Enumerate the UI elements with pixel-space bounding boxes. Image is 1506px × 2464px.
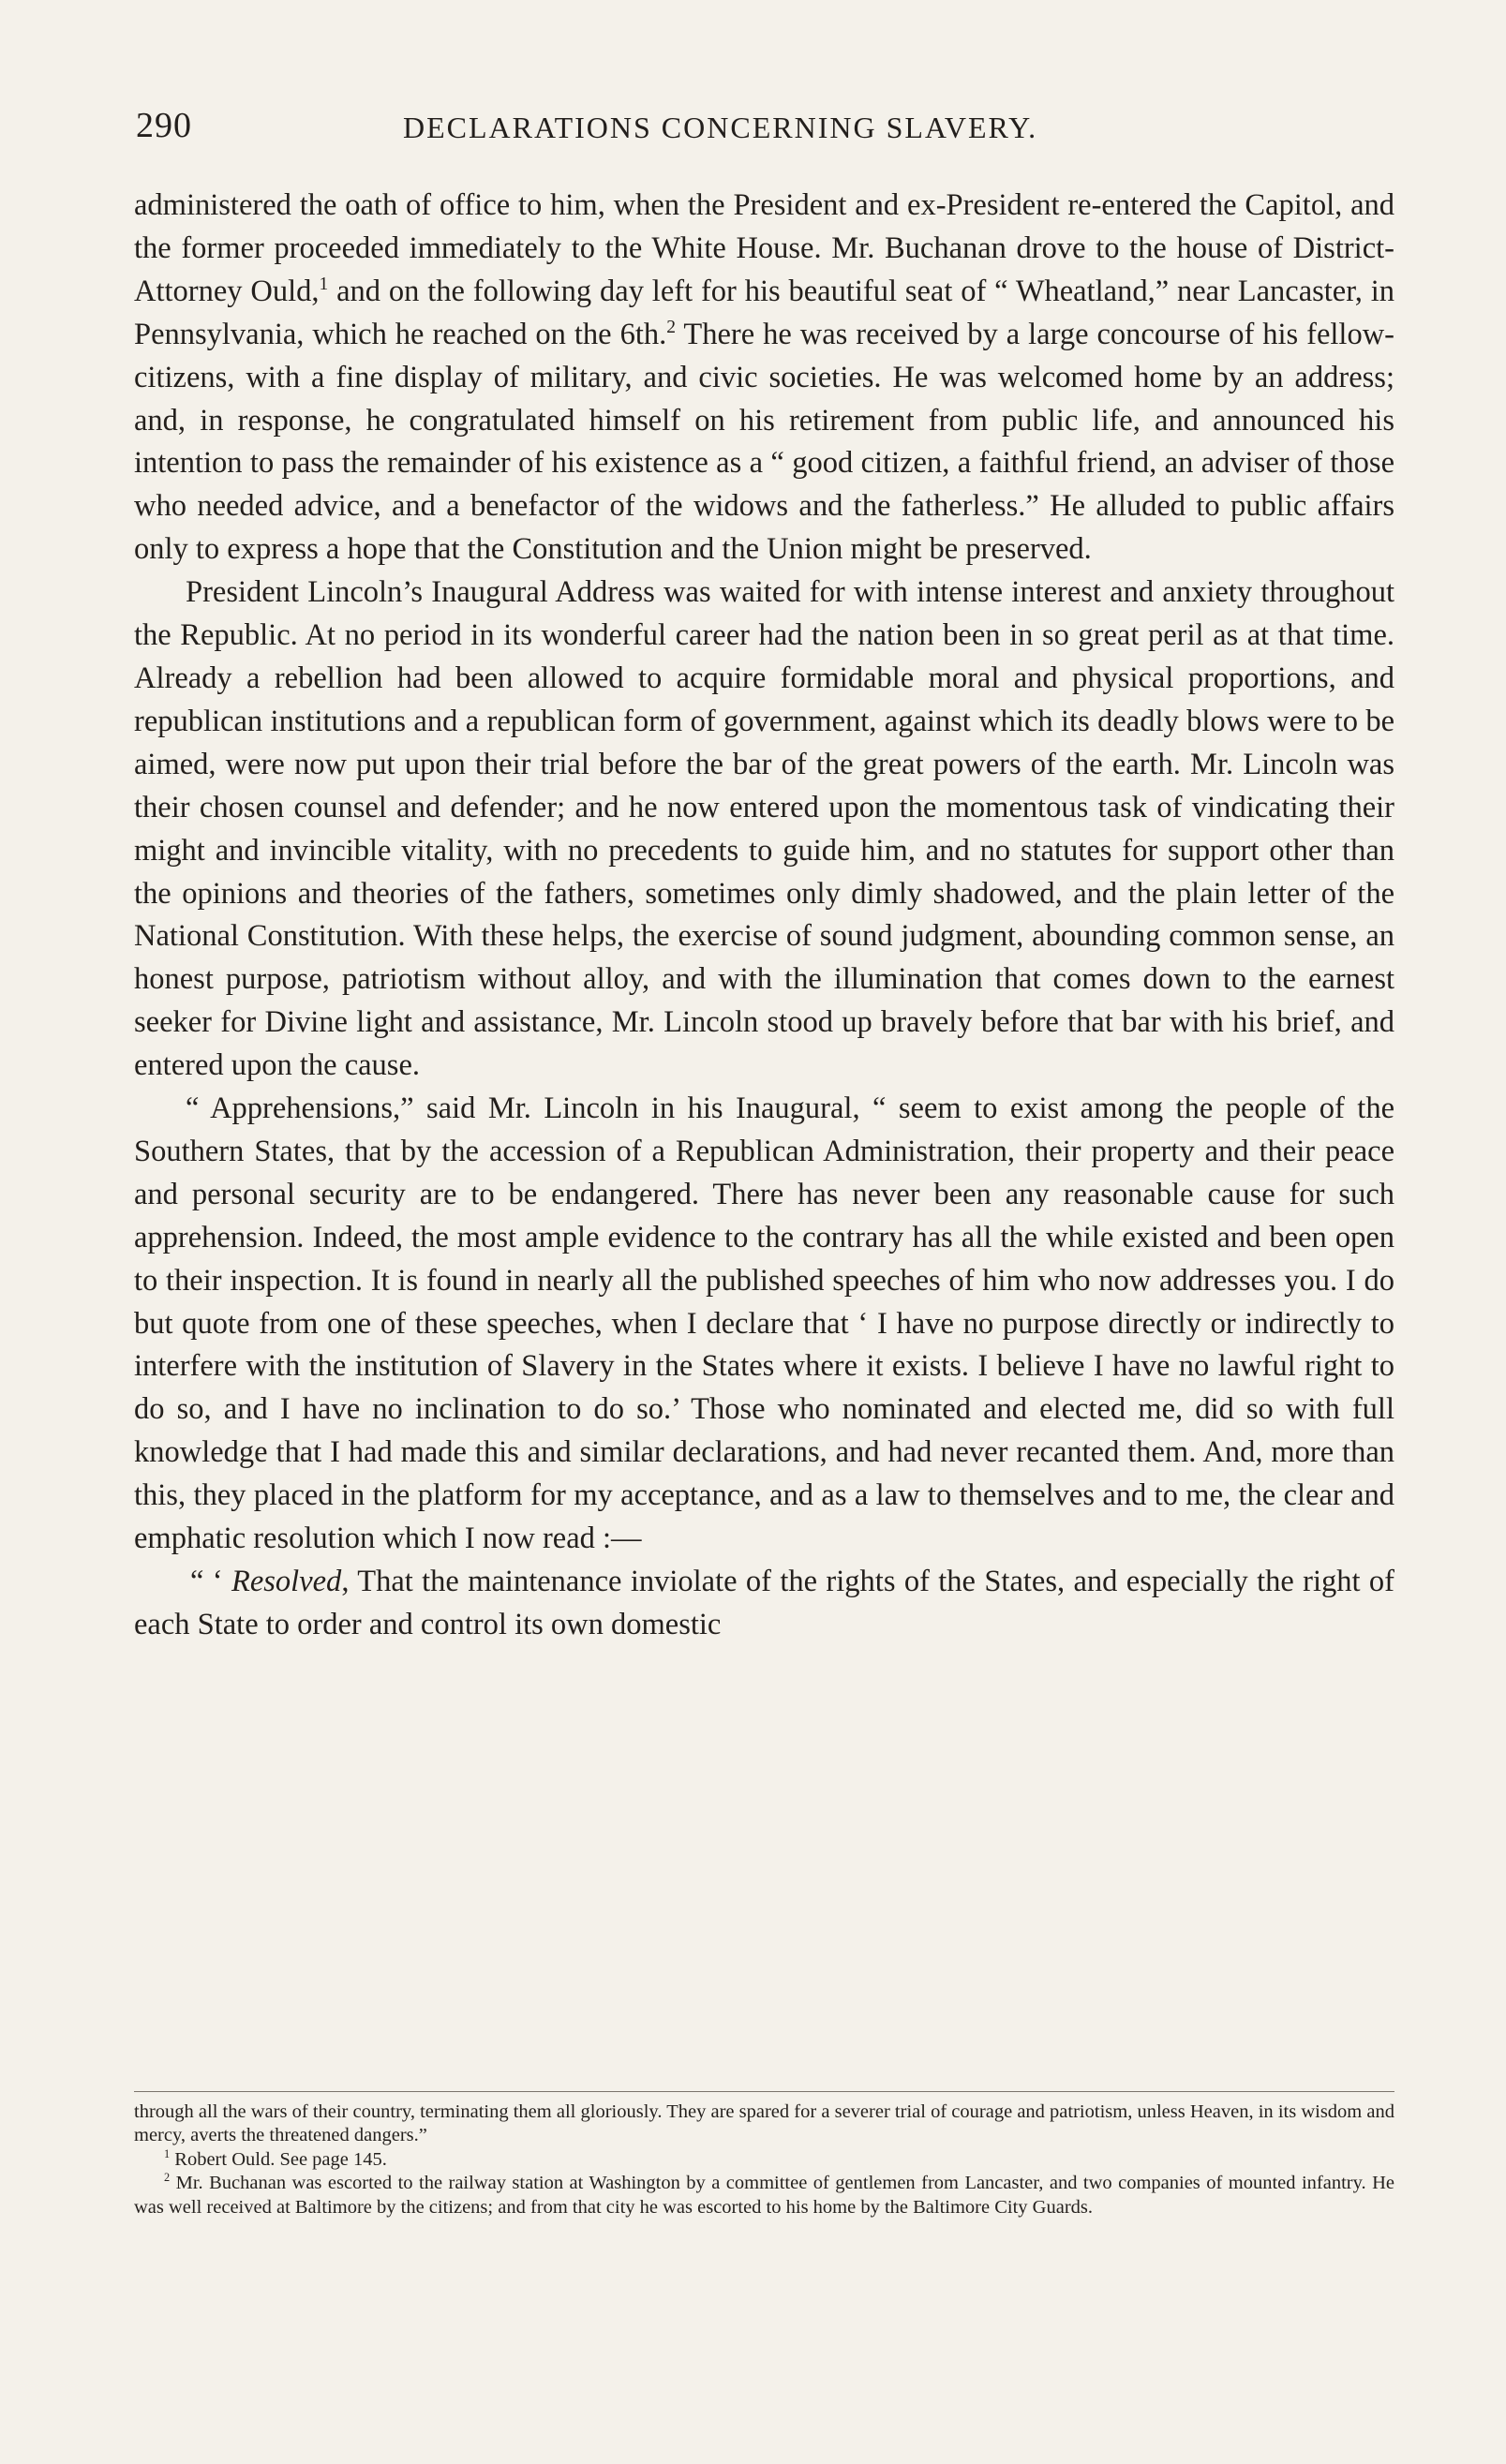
footnote-divider <box>134 2091 1394 2092</box>
footnote-1-text: Robert Ould. See page 145. <box>170 2148 387 2170</box>
running-title: DECLARATIONS CONCERNING SLAVERY. <box>403 111 1038 144</box>
footnote-ref-1: 1 <box>319 274 329 294</box>
footnotes <box>134 2100 1394 2219</box>
footnote-1 <box>134 2148 1394 2172</box>
quote-marks: “ ‘ <box>190 1565 231 1598</box>
paragraph-2: President Lincoln’s Inaugural Address was waited for with intense interest and anxiety throughout the Republic. At no period in its wonderful career had the nation been in so great peril as at that time. Already a rebellion had been allowed to acquire formidable moral and physical proportions, and republican institutions and a republican form of government, against which its deadly blows were to be aimed, were now put upon their trial before the bar of the great powers of the earth. Mr. Lincoln was their chosen counsel and defender; and he now entered upon the momentous task of vindicating their might and invincible vitality, with no precedents to guide him, and no statutes for support other than the opinions and theories of the fathers, sometimes only dimly shadowed, and the plain letter of the National Constitution. With these helps, the exercise of sound judgment, abounding common sense, an honest purpose, patriotism without alloy, and with the illumination that comes down to the earnest seeker for Divine light and assistance, Mr. Lincoln stood up bravely before that bar with his brief, and entered upon the cause. <box>134 575 1394 1083</box>
paragraph-1 <box>134 185 1394 571</box>
paragraph-1-text-c: There he was received by a large concourse of his fellow-citizens, with a fine display of military, and civic societies. He was welcomed home by an address; and, in response, he congratulated himself on his retirement from public life, and announced his intention to pass the remainder of his existence as a “ good citizen, a faithful friend, an adviser of those who needed advice, and a benefactor of the widows and the fatherless.” He alluded to public affairs only to express a hope that the Constitution and the Union might be preserved. <box>134 317 1394 567</box>
footnote-2 <box>134 2172 1394 2219</box>
paragraph-1-text-b: and on the following day left for his beautiful seat of “ Wheatland,” near Lancaster, in Pennsylvania, which he reached on the 6th. <box>134 274 1395 351</box>
footnote-2-text: Mr. Buchanan was escorted to the railway station at Washington by a committee of gentlemen from Lancaster, and two companies of mounted infantry. He was well received at Baltimore by the citizens; and from that city he was escorted to his home by the Baltimore City Guards. <box>134 2173 1394 2218</box>
footnote-continuation: through all the wars of their country, terminating them all gloriously. They are spared for a severer trial of courage and patriotism, unless Heaven, in its wisdom and mercy, averts the threatened dangers.” <box>134 2101 1394 2146</box>
paragraph-4 <box>134 1561 1394 1647</box>
paragraph-1-text: administered the oath of office to him, when the President and ex-President re-entered the Capitol, and the former proceeded immediately to the White House. Mr. Buchanan drove to the house of District-Attorney Ould, <box>134 188 1394 308</box>
paragraph-3: “ Apprehensions,” said Mr. Lincoln in his Inaugural, “ seem to exist among the people of the Southern States, that by the accession of a Republican Administration, their property and their peace and personal security are to be endangered. There has never been any reasonable cause for such apprehension. Indeed, the most ample evidence to the contrary has all the while existed and been open to their inspection. It is found in nearly all the published speeches of him who now addresses you. I do but quote from one of these speeches, when I declare that ‘ I have no purpose directly or indirectly to interfere with the institution of Slavery in the States where it exists. I believe I have no lawful right to do so, and I have no inclination to do so.’ Those who nominated and elected me, did so with full knowledge that I had made this and similar declarations, and had never recanted them. And, more than this, they placed in the platform for my acceptance, and as a law to themselves and to me, the clear and emphatic resolution which I now read :— <box>134 1091 1394 1556</box>
footnote-1-mark: 1 <box>164 2146 171 2160</box>
footnote-ref-2: 2 <box>666 317 676 337</box>
page-number: 290 <box>136 106 192 145</box>
body-text <box>134 185 1394 1647</box>
footnote-2-mark: 2 <box>164 2171 171 2185</box>
resolved-italic: Resolved <box>231 1565 342 1598</box>
paragraph-4-text: , That the maintenance inviolate of the rights of the States, and especially the right of each State to order and control its own domestic <box>134 1565 1395 1641</box>
